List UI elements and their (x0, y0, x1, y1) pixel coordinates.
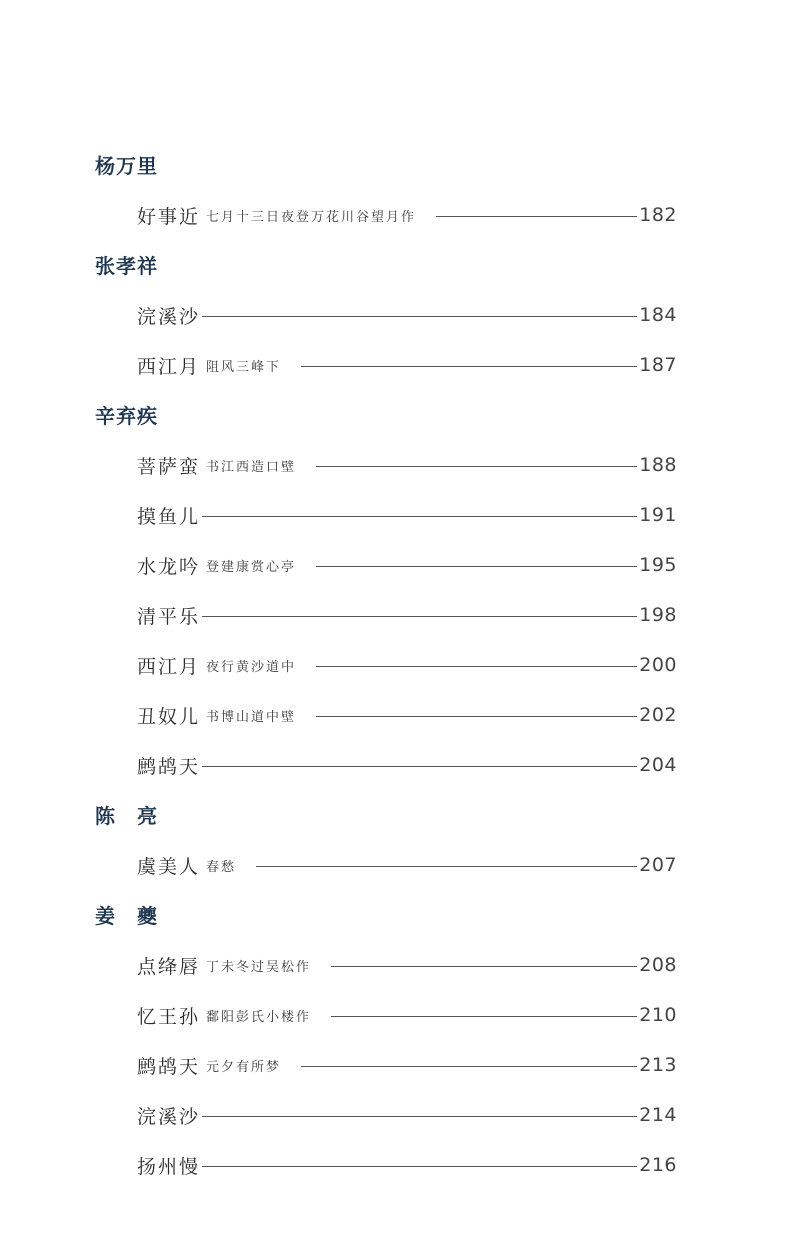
dot-leader (256, 866, 637, 867)
poem-subtitle: 春愁 (206, 859, 237, 875)
toc-entry[interactable] (137, 1150, 677, 1180)
poem-title: 好事近 (137, 205, 201, 228)
poem-subtitle: 阻风三峰下 (206, 359, 282, 375)
dot-leader (316, 466, 637, 467)
dot-leader (316, 666, 637, 667)
page-number: 195 (639, 554, 677, 576)
dot-leader (202, 1116, 637, 1117)
poem-title: 丑奴儿 (137, 705, 201, 728)
toc-entry[interactable] (137, 300, 677, 330)
toc-entry[interactable] (137, 650, 677, 680)
poem-title: 摸鱼儿 (137, 505, 201, 528)
page-number: 208 (639, 954, 677, 976)
toc-entry[interactable] (137, 550, 677, 580)
toc-entry[interactable] (137, 450, 677, 480)
page-number: 184 (639, 304, 677, 326)
poem-title: 点绛唇 (137, 955, 201, 978)
poem-title: 水龙吟 (137, 555, 201, 578)
dot-leader (202, 616, 637, 617)
poem-subtitle: 书江西造口壁 (206, 459, 297, 475)
dot-leader (331, 1016, 637, 1017)
dot-leader (301, 1066, 637, 1067)
poem-subtitle: 七月十三日夜登万花川谷望月作 (206, 209, 417, 225)
dot-leader (202, 766, 637, 767)
page-number: 204 (639, 754, 677, 776)
poem-subtitle: 夜行黄沙道中 (206, 659, 297, 675)
page-number: 207 (639, 854, 677, 876)
toc-entry[interactable] (137, 750, 677, 780)
dot-leader (436, 216, 637, 217)
toc-entry[interactable] (137, 200, 677, 230)
page-number: 200 (639, 654, 677, 676)
toc-entry[interactable] (137, 500, 677, 530)
poem-title: 浣溪沙 (137, 1105, 201, 1128)
toc-entry[interactable] (137, 700, 677, 730)
author-heading: 张孝祥 (95, 254, 158, 278)
dot-leader (202, 1166, 637, 1167)
dot-leader (301, 366, 637, 367)
page-number: 214 (639, 1104, 677, 1126)
page-number: 213 (639, 1054, 677, 1076)
author-heading: 杨万里 (95, 154, 158, 178)
author-heading: 姜 夔 (95, 904, 158, 928)
poem-subtitle: 丁未冬过吴松作 (206, 959, 312, 975)
page-number: 210 (639, 1004, 677, 1026)
author-heading: 陈 亮 (95, 804, 158, 828)
toc-entry[interactable] (137, 1050, 677, 1080)
dot-leader (316, 566, 637, 567)
poem-title: 忆王孙 (137, 1005, 201, 1028)
poem-title: 西江月 (137, 355, 201, 378)
poem-title: 清平乐 (137, 605, 201, 628)
toc-entry[interactable] (137, 850, 677, 880)
poem-title: 浣溪沙 (137, 305, 201, 328)
toc-entry[interactable] (137, 600, 677, 630)
page-number: 187 (639, 354, 677, 376)
toc-entry[interactable] (137, 1000, 677, 1030)
page-number: 188 (639, 454, 677, 476)
author-heading: 辛弃疾 (95, 404, 158, 428)
page-number: 216 (639, 1154, 677, 1176)
dot-leader (331, 966, 637, 967)
page-number: 198 (639, 604, 677, 626)
toc-entry[interactable] (137, 1100, 677, 1130)
dot-leader (202, 516, 637, 517)
poem-subtitle: 书博山道中壁 (206, 709, 297, 725)
poem-subtitle: 鄱阳彭氏小楼作 (206, 1009, 312, 1025)
page-number: 202 (639, 704, 677, 726)
page-number: 182 (639, 204, 677, 226)
poem-title: 虞美人 (137, 855, 201, 878)
poem-subtitle: 元夕有所梦 (206, 1059, 282, 1075)
dot-leader (202, 316, 637, 317)
toc-entry[interactable] (137, 950, 677, 980)
poem-title: 鹧鸪天 (137, 755, 201, 778)
poem-title: 扬州慢 (137, 1155, 201, 1178)
toc-entry[interactable] (137, 350, 677, 380)
poem-title: 鹧鸪天 (137, 1055, 201, 1078)
poem-title: 菩萨蛮 (137, 455, 201, 478)
poem-subtitle: 登建康赏心亭 (206, 559, 297, 575)
dot-leader (316, 716, 637, 717)
poem-title: 西江月 (137, 655, 201, 678)
page-number: 191 (639, 504, 677, 526)
